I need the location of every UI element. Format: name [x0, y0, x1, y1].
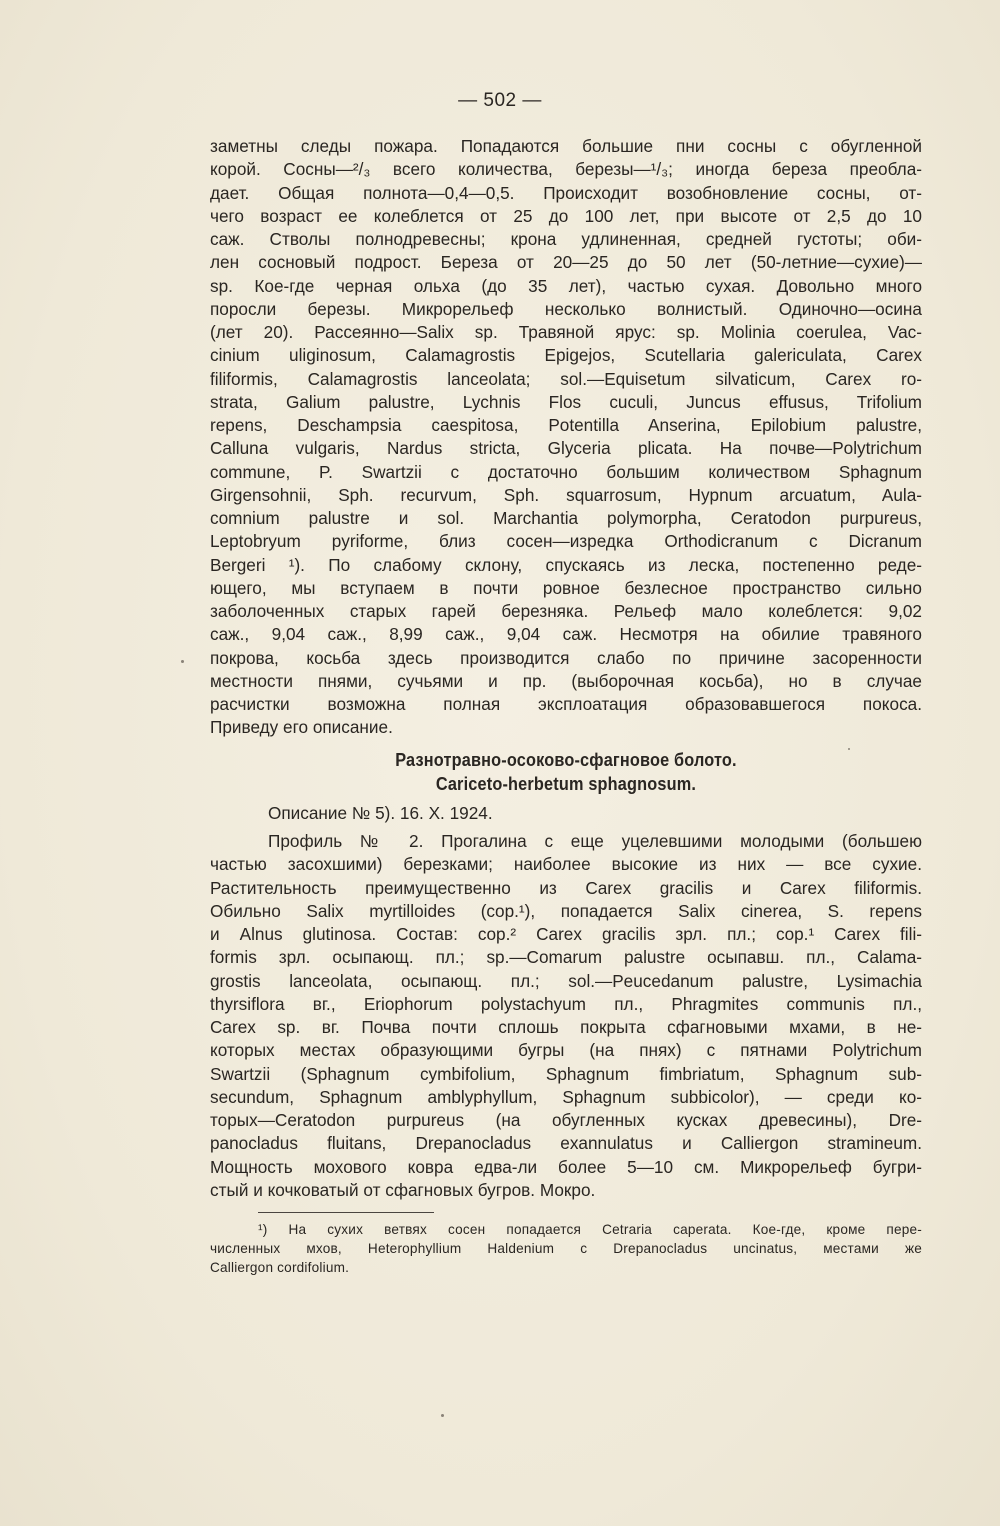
- section-heading-russian: Разнотравно-осоково-сфагновое болото.: [395, 749, 737, 770]
- text-line: Обильно Salix myrtilloides (cop.¹), попадается Salix cinerea, S. repens: [210, 900, 922, 921]
- footnote-divider: [258, 1212, 434, 1213]
- text-line: Мощность мохового ковра едва-ли более 5—10 см. Микрорельеф бугри-: [210, 1156, 922, 1177]
- text-line: sp. Кое-где черная ольха (до 35 лет), частью сухая. Довольно много: [210, 275, 922, 296]
- paragraph-1: [210, 135, 922, 740]
- text-line: formis зрл. осыпающ. пл.; sp.—Comarum palustre осыпавш. пл., Calama-: [210, 947, 922, 968]
- text-line: Профиль № 2. Прогалина с еще уцелевшими молодыми (большею: [268, 831, 922, 851]
- text-line: дает. Общая полнота—0,4—0,5. Происходит возобновление сосны, от-: [210, 182, 922, 203]
- text-line: comnium palustre и sol. Marchantia polymorpha, Ceratodon purpureus,: [210, 508, 922, 528]
- text-line: Приведу его описание.: [210, 717, 393, 738]
- footnote-line: ¹) На сухих ветвях сосен попадается Cetraria caperata. Кое-где, кроме пере-: [258, 1222, 922, 1237]
- section-heading-latin: Cariceto-herbetum sphagnosum.: [435, 773, 697, 794]
- footnote: [210, 1220, 922, 1277]
- text-line: Calluna vulgaris, Nardus stricta, Glyceria plicata. На почве—Polytrichum: [210, 438, 922, 459]
- text-line: Carex sp. вг. Почва почти сплошь покрыта сфагновыми мхами, в не-: [210, 1017, 922, 1037]
- text-line: саж., 9,04 саж., 8,99 саж., 9,04 саж. Несмотря на обилие травяного: [210, 624, 922, 645]
- text-line: cinium uliginosum, Calamagrostis Epigejos, Scutellaria galericulata, Carex: [210, 345, 922, 366]
- footnote-line: численных мхов, Heterophyllium Haldenium с Drepanocladus uncinatus, местами же: [210, 1241, 922, 1256]
- text-line: чего возраст ее колеблется от 25 до 100 лет, при высоте от 2,5 до 10: [210, 205, 922, 226]
- text-line: Bergeri ¹). По слабому склону, спускаясь из леска, постепенно реде-: [210, 554, 922, 575]
- text-line: thyrsiflora вг., Eriophorum polystachyum пл., Phragmites communis пл.,: [210, 993, 922, 1014]
- text-line: secundum, Sphagnum amblyphyllum, Sphagnum subbicolor), — среди ко-: [210, 1086, 922, 1107]
- text-line: Girgensohnii, Sph. recurvum, Sph. squarrosum, Hypnum arcuatum, Aula-: [210, 484, 922, 505]
- text-line: покрова, косьба здесь производится слабо по причине засоренности: [210, 647, 922, 668]
- paper-speck: [848, 748, 850, 750]
- text-line: торых—Ceratodon purpureus (на обугленных кусках древесины), Dre-: [210, 1110, 922, 1130]
- text-line: Растительность преимущественно из Carex gracilis и Carex filiformis.: [210, 877, 922, 898]
- paper-speck: [441, 1414, 444, 1417]
- text-line: саж. Стволы полнодревесны; крона удлиненная, средней густоты; оби-: [210, 229, 922, 249]
- text-line: поросли березы. Микрорельеф несколько волнистый. Одиночно—осина: [210, 298, 922, 319]
- text-line: strata, Galium palustre, Lychnis Flos cuculi, Juncus effusus, Trifolium: [210, 391, 922, 412]
- text-line: repens, Deschampsia caespitosa, Potentilla Anserina, Epilobium palustre,: [210, 415, 922, 435]
- text-line: стый и кочковатый от сфагновых бугров. Мокро.: [210, 1179, 596, 1200]
- paper-speck: [181, 660, 184, 663]
- text-line: Swartzii (Sphagnum cymbifolium, Sphagnum fimbriatum, Sphagnum sub-: [210, 1063, 922, 1084]
- text-line: ющего, мы вступаем в почти ровное безлесное пространство сильно: [210, 577, 922, 598]
- page-number: — 502 —: [458, 90, 542, 111]
- text-line: заметны следы пожара. Попадаются большие пни сосны с обугленной: [210, 136, 922, 156]
- text-line: filiformis, Calamagrostis lanceolata; sol.—Equisetum silvaticum, Carex ro-: [210, 368, 922, 389]
- text-line: grostis lanceolata, осыпающ. пл.; sol.—Peucedanum palustre, Lysimachia: [210, 970, 922, 991]
- text-line: лен сосновый подрост. Береза от 20—25 до 50 лет (50-летние—сухие)—: [210, 252, 922, 273]
- footnote-line: Calliergon cordifolium.: [210, 1260, 350, 1275]
- text-line: расчистки возможна полная эксплоатация образовавшегося покоса.: [210, 694, 922, 714]
- text-line: panocladus fluitans, Drepanocladus exannulatus и Calliergon stramineum.: [210, 1133, 922, 1154]
- paragraph-2: [210, 830, 922, 1202]
- text-line: заболоченных старых гарей березняка. Рельеф мало колеблется: 9,02: [210, 601, 922, 621]
- text-line: которых местах образующими бугры (на пнях) с пятнами Polytrichum: [210, 1040, 922, 1061]
- text-line: и Alnus glutinosa. Состав: cop.² Carex gracilis зрл. пл.; cop.¹ Carex fili-: [210, 924, 922, 944]
- description-reference: Описание № 5). 16. X. 1924.: [268, 803, 493, 823]
- text-line: Leptobryum pyriforme, близ сосен—изредка Orthodicranum с Dicranum: [210, 531, 922, 552]
- text-line: (лет 20). Рассеянно—Salix sp. Травяной ярус: sp. Molinia coerulea, Vac-: [210, 322, 922, 342]
- text-line: частью засохшими) березками; наиболее высокие из них — все сухие.: [210, 854, 922, 875]
- text-line: местности пнями, сучьями и пр. (выборочная косьба), но в случае: [210, 670, 922, 691]
- text-line: корой. Сосны—²/₃ всего количества, березы—¹/₃; иногда береза преобла-: [210, 159, 922, 180]
- text-line: commune, P. Swartzii с достаточно большим количеством Sphagnum: [210, 461, 922, 482]
